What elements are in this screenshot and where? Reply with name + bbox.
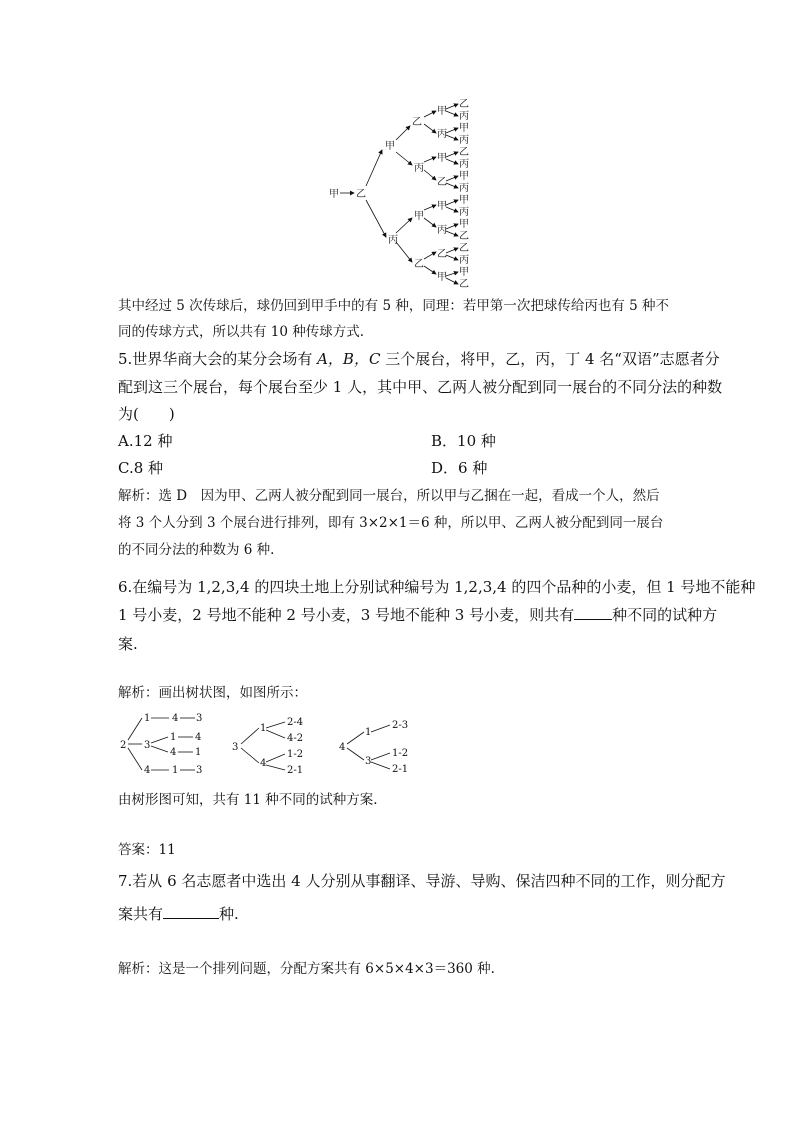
svg-text:甲: 甲 [414, 211, 424, 222]
svg-text:3: 3 [365, 756, 372, 767]
svg-text:3: 3 [144, 740, 151, 751]
svg-text:1: 1 [144, 713, 151, 724]
svg-text:4: 4 [170, 747, 177, 758]
svg-text:甲: 甲 [459, 171, 469, 182]
q6-line3: 案. [118, 635, 138, 653]
q5-option-c: C.8 种 [118, 459, 164, 477]
svg-text:1-2: 1-2 [287, 749, 304, 760]
tree1-a: 甲 [385, 141, 395, 152]
svg-text:1-2: 1-2 [392, 748, 409, 759]
tree1-b: 丙 [388, 235, 398, 246]
svg-text:3: 3 [196, 713, 203, 724]
q7-line1: 7.若从 6 名志愿者中选出 4 人分别从事翻译、导游、导购、保洁四种不同的工作，则分配方 [118, 872, 726, 890]
q5-solution-line1: 解析：选 D 因为甲、乙两人被分配到同一展台，所以甲与乙捆在一起，看成一个人，然后 [118, 488, 660, 504]
svg-text:丙: 丙 [414, 163, 424, 174]
p4-text-line1: 其中经过 5 次传球后，球仍回到甲手中的有 5 种，同理：若甲第一次把球传给丙也有 5 种不 [118, 298, 670, 314]
svg-text:2: 2 [120, 740, 127, 751]
svg-text:乙: 乙 [459, 147, 469, 158]
svg-text:4: 4 [144, 765, 151, 776]
q5-option-a: A.12 种 [118, 432, 173, 450]
svg-text:1: 1 [260, 723, 267, 734]
q6-tree-diagrams [0, 708, 794, 788]
svg-text:丙: 丙 [437, 225, 447, 236]
svg-text:甲: 甲 [437, 272, 447, 283]
q7-answer-blank [163, 906, 219, 919]
svg-text:丙: 丙 [459, 207, 469, 218]
q5-line3: 为( ) [118, 405, 175, 423]
ball-passing-tree-diagram [0, 0, 794, 290]
svg-text:乙: 乙 [459, 279, 469, 290]
svg-text:甲: 甲 [437, 201, 447, 212]
svg-text:甲: 甲 [459, 123, 469, 134]
svg-text:甲: 甲 [459, 195, 469, 206]
svg-text:3: 3 [196, 765, 203, 776]
svg-text:乙: 乙 [437, 249, 447, 260]
q6-solution-intro: 解析：画出树状图，如图所示： [118, 685, 307, 701]
svg-text:甲: 甲 [459, 219, 469, 230]
svg-text:丙: 丙 [459, 255, 469, 266]
svg-text:丙: 丙 [459, 111, 469, 122]
svg-text:乙: 乙 [459, 243, 469, 254]
svg-text:丙: 丙 [459, 183, 469, 194]
svg-text:2-1: 2-1 [392, 764, 409, 775]
svg-text:乙: 乙 [437, 177, 447, 188]
q7-solution: 解析：这是一个排列问题，分配方案共有 6×5×4×3＝360 种. [118, 961, 495, 977]
svg-text:甲: 甲 [459, 267, 469, 278]
q5-line1: 5.世界华商大会的某分会场有 A，B，C 三个展台，将甲，乙，丙，丁 4 名“双语”志愿者分 [118, 350, 720, 368]
svg-text:1: 1 [172, 765, 179, 776]
p4-text-line2: 同的传球方式，所以共有 10 种传球方式. [118, 324, 365, 340]
svg-text:乙: 乙 [459, 231, 469, 242]
svg-text:4: 4 [260, 758, 267, 769]
svg-text:甲: 甲 [437, 153, 447, 164]
q5-line2: 配到这三个展台，每个展台至少 1 人，其中甲、乙两人被分配到同一展台的不同分法的种数 [118, 378, 723, 396]
svg-text:丙: 丙 [459, 159, 469, 170]
q5-option-b: B．10 种 [431, 432, 496, 450]
q6-answer: 答案：11 [118, 842, 176, 858]
svg-text:乙: 乙 [412, 117, 422, 128]
svg-text:2-4: 2-4 [287, 717, 304, 728]
q6-answer-blank [574, 607, 612, 620]
svg-text:2-1: 2-1 [287, 765, 304, 776]
svg-text:甲: 甲 [437, 106, 447, 117]
svg-text:丙: 丙 [459, 135, 469, 146]
svg-text:4-2: 4-2 [287, 733, 304, 744]
svg-text:乙: 乙 [459, 99, 469, 110]
q6-line2: 1 号小麦，2 号地不能种 2 号小麦，3 号地不能种 3 号小麦，则共有 种不同的试种方 [118, 606, 718, 624]
svg-text:3: 3 [232, 742, 239, 753]
q5-option-d: D．6 种 [431, 459, 488, 477]
svg-text:4: 4 [339, 742, 346, 753]
svg-text:丙: 丙 [437, 129, 447, 140]
tree1-l1: 乙 [356, 189, 366, 200]
svg-text:1: 1 [195, 747, 202, 758]
svg-text:1: 1 [170, 732, 177, 743]
svg-text:4: 4 [172, 713, 179, 724]
svg-text:2-3: 2-3 [392, 720, 409, 731]
svg-text:4: 4 [195, 732, 202, 743]
q6-line1: 6.在编号为 1,2,3,4 的四块土地上分别试种编号为 1,2,3,4 的四个品种的小麦，但 1 号地不能种 [118, 578, 756, 596]
q6-conclusion: 由树形图可知，共有 11 种不同的试种方案. [118, 792, 378, 808]
tree1-root: 甲 [329, 189, 339, 200]
q5-solution-line3: 的不同分法的种数为 6 种. [118, 542, 275, 558]
q7-line2: 案共有 种. [118, 905, 239, 923]
q5-solution-line2: 将 3 个人分到 3 个展台进行排列，即有 3×2×1＝6 种，所以甲、乙两人被分配到同一展台 [118, 515, 664, 531]
svg-text:乙: 乙 [414, 259, 424, 270]
svg-text:1: 1 [365, 727, 372, 738]
